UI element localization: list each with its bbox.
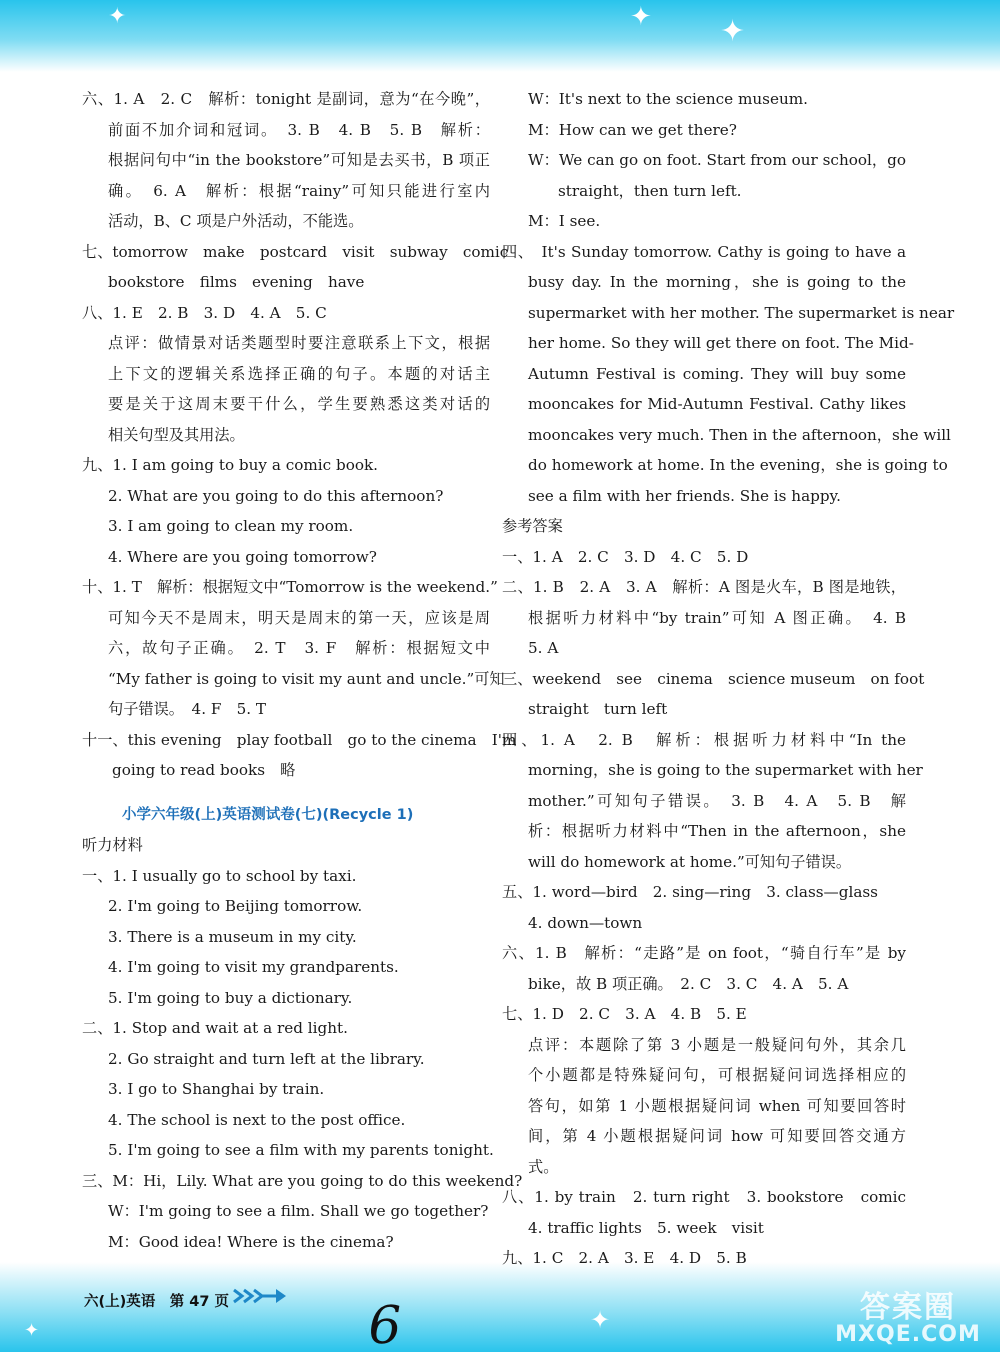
answer-line: 一、1. A 2. C 3. D 4. C 5. D <box>502 547 749 566</box>
answer-line: 二、1. B 2. A 3. A 解析：A 图是火车，B 图是地铁， <box>502 578 906 596</box>
answer-line: 四、1. A 2. B 解析：根据听力材料中“In the <box>502 730 906 749</box>
comment-line: 个小题都是特殊疑问句，可根据疑问词选择相应的 <box>528 1066 906 1084</box>
listening-line: 5. I'm going to buy a dictionary. <box>108 988 353 1007</box>
listening-line: 3. There is a museum in my city. <box>108 927 357 946</box>
answer-line: 五、1. word—bird 2. sing—ring 3. class—glass <box>502 883 878 901</box>
listening-line: W：We can go on foot. Start from our school，go <box>528 151 906 169</box>
listening-line: 3. I go to Shanghai by train. <box>108 1080 325 1098</box>
comment-line: 相关句型及其用法。 <box>108 425 245 444</box>
answer-line: 六，故句子正确。 2. T 3. F 解析：根据短文中 <box>108 639 490 657</box>
section-title: 小学六年级(上)英语测试卷(七)(Recycle 1) <box>122 806 414 823</box>
answer-line: will do homework at home.”可知句子错误。 <box>528 852 852 871</box>
listening-line: W：It's next to the science museum. <box>528 90 808 108</box>
listening-line: M：How can we get there? <box>528 120 737 139</box>
answer-line: 2. What are you going to do this afternoon? <box>108 486 444 505</box>
answer-line: bike，故 B 项正确。 2. C 3. C 4. A 5. A <box>528 974 849 993</box>
passage-line: busy day. In the morning，she is going to the <box>528 273 906 291</box>
answer-line: bookstore films evening have <box>108 273 365 291</box>
answer-line: straight turn left <box>528 700 668 718</box>
answer-line: 5. A <box>528 639 559 657</box>
answer-line: morning，she is going to the supermarket with her <box>528 761 923 779</box>
answer-line: 十、1. T 解析：根据短文中“Tomorrow is the weekend.” <box>82 578 498 596</box>
passage-line: mooncakes for Mid-Autumn Festival. Cathy likes <box>528 395 906 413</box>
sparkle-icon: ✦ <box>24 1320 40 1341</box>
sparkle-icon: ✦ <box>590 1306 611 1334</box>
answer-line: 八、1. by train 2. turn right 3. bookstore comic <box>502 1188 906 1206</box>
answer-line: 4. Where are you going tomorrow? <box>108 547 377 566</box>
watermark-url: MXQE.COM <box>835 1322 981 1347</box>
answer-line: “My father is going to visit my aunt and uncle.”可知 <box>108 669 505 688</box>
answer-line: 可知今天不是周末，明天是周末的第一天，应该是周 <box>108 608 490 627</box>
listening-line: M：Good idea! Where is the cinema? <box>108 1232 394 1251</box>
listening-line: 2. I'm going to Beijing tomorrow. <box>108 897 363 915</box>
top-decorative-band <box>0 0 1000 72</box>
comment-line: 上下文的逻辑关系选择正确的句子。本题的对话主 <box>108 364 490 383</box>
answer-line: 十一、this evening play football go to the cinema I'm <box>82 730 517 749</box>
answer-line: 七、1. D 2. C 3. A 4. B 5. E <box>502 1005 747 1023</box>
left-column <box>82 84 523 1257</box>
passage-line: do homework at home. In the evening，she is going to <box>528 456 948 474</box>
comment-line: 间，第 4 小题根据疑问词 how 可知要回答交通方 <box>528 1127 906 1145</box>
comment-line: 点评：本题除了第 3 小题是一般疑问句外，其余几 <box>528 1035 906 1054</box>
answers-header: 参考答案 <box>502 517 563 535</box>
passage-line: supermarket with her mother. The supermarket is near <box>528 303 955 322</box>
listening-line: 4. The school is next to the post office. <box>108 1110 406 1129</box>
answer-line: 析：根据听力材料中“Then in the afternoon，she <box>528 822 906 840</box>
listening-line: 2. Go straight and turn left at the library. <box>108 1049 425 1068</box>
comment-line: 答句，如第 1 小题根据疑问词 when 可知要回答时 <box>528 1096 906 1115</box>
answer-line: 九、1. I am going to buy a comic book. <box>82 456 379 474</box>
sparkle-icon: ✦ <box>630 2 652 32</box>
watermark-logo-text: 答案圈 <box>860 1290 956 1325</box>
answer-line: 六、1. A 2. C 解析：tonight 是副词，意为“在今晚”， <box>82 90 490 108</box>
right-column <box>502 84 955 1274</box>
answer-line: 4. traffic lights 5. week visit <box>528 1218 764 1237</box>
answer-line: 句子错误。 4. F 5. T <box>108 700 267 718</box>
listening-line: W：I'm going to see a film. Shall we go together? <box>108 1202 489 1220</box>
listening-line: straight，then turn left. <box>558 181 742 200</box>
passage-line: 四、 It's Sunday tomorrow. Cathy is going to have a <box>502 242 906 261</box>
sparkle-icon: ✦ <box>720 14 746 49</box>
passage-line: see a film with her friends. She is happy. <box>528 486 841 505</box>
answer-line: 根据听力材料中“by train”可知 A 图正确。 4. B <box>528 608 906 627</box>
listening-line: 5. I'm going to see a film with my parents tonight. <box>108 1141 494 1159</box>
listening-line: 二、1. Stop and wait at a red light. <box>82 1019 348 1037</box>
listening-line: 4. I'm going to visit my grandparents. <box>108 958 399 976</box>
listening-line: 一、1. I usually go to school by taxi. <box>82 866 357 885</box>
answer-line: 六、1. B 解析：“走路”是 on foot，“骑自行车”是 by <box>502 944 906 962</box>
answer-line: 3. I am going to clean my room. <box>108 517 354 535</box>
answer-line: 前面不加介词和冠词。 3. B 4. B 5. B 解析： <box>108 120 490 139</box>
passage-line: mooncakes very much. Then in the afternoon，she will <box>528 425 951 444</box>
passage-line: her home. So they will get there on foot. The Mid- <box>528 334 914 352</box>
answer-line: 八、1. E 2. B 3. D 4. A 5. C <box>82 303 327 322</box>
answer-line: 4. down—town <box>528 913 643 932</box>
passage-line: Autumn Festival is coming. They will buy some <box>528 364 906 383</box>
listening-line: 三、M：Hi，Lily. What are you going to do this weekend? <box>82 1171 523 1190</box>
watermark <box>828 1282 988 1347</box>
comment-line: 点评：做情景对话类题型时要注意联系上下文，根据 <box>108 334 490 352</box>
answer-line: 七、tomorrow make postcard visit subway comic <box>82 242 509 261</box>
sparkle-icon: ✦ <box>108 4 127 29</box>
listening-header: 听力材料 <box>82 836 143 854</box>
answer-line: 活动，B、C 项是户外活动，不能选。 <box>108 212 364 230</box>
comment-line: 式。 <box>528 1157 559 1176</box>
answer-line: going to read books 略 <box>112 761 296 779</box>
answer-line: 根据问句中“in the bookstore”可知是去买书，B 项正 <box>108 151 490 169</box>
answer-line: 九、1. C 2. A 3. E 4. D 5. B <box>502 1249 747 1267</box>
page-label: 六(上)英语 第 47 页 <box>84 1294 230 1310</box>
comment-line: 要是关于这周末要干什么，学生要熟悉这类对话的 <box>108 395 490 413</box>
answer-line: mother.”可知句子错误。 3. B 4. A 5. B 解 <box>528 791 906 810</box>
answer-line: 确。 6. A 解析：根据“rainy”可知只能进行室内 <box>108 181 490 200</box>
arrows-icon <box>232 1284 288 1308</box>
listening-line: M：I see. <box>528 212 601 230</box>
handwritten-number: 6 <box>362 1296 407 1356</box>
answer-line: 三、weekend see cinema science museum on foot <box>502 669 925 688</box>
